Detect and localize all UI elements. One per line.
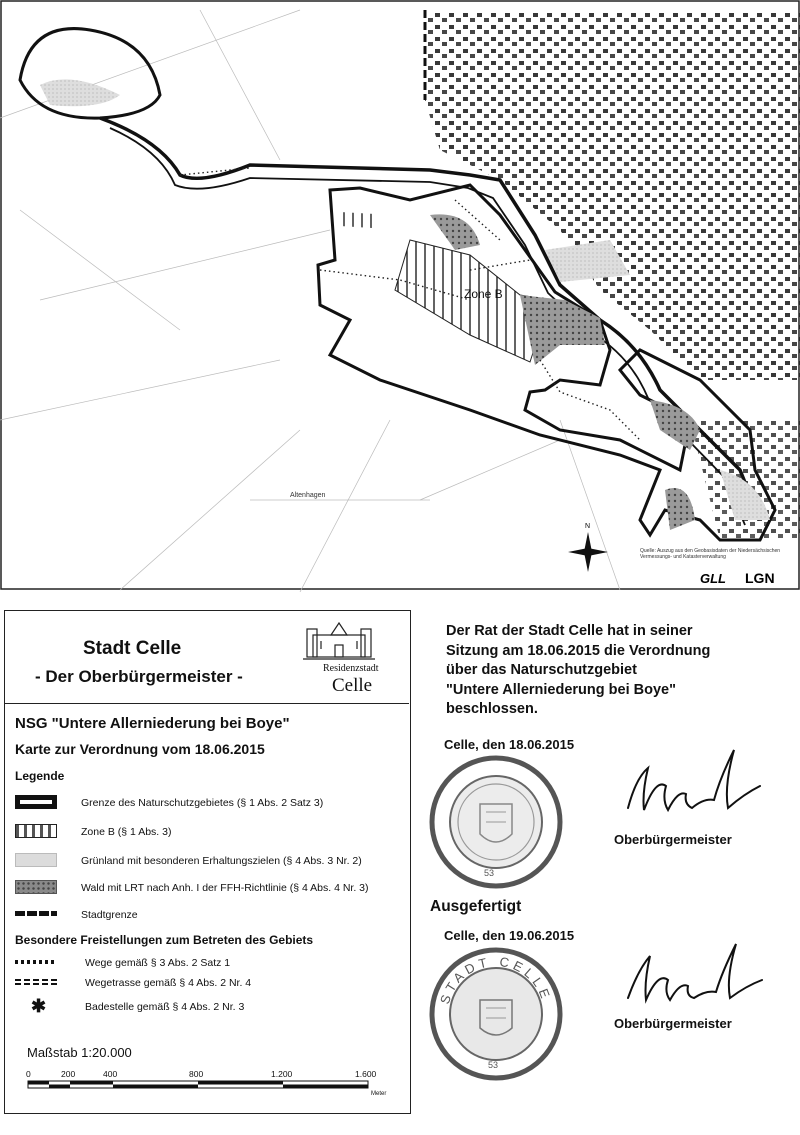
- freistellungen-heading: Besondere Freistellungen zum Betreten des Gebiets: [15, 933, 314, 947]
- zone-b-label: Zone B: [464, 287, 503, 301]
- legend-label: Wald mit LRT nach Anh. I der FFH-Richtlinie (§ 4 Abs. 4 Nr. 3): [81, 882, 369, 894]
- logo-city: Celle: [332, 675, 373, 696]
- legend-label: Wege gemäß § 3 Abs. 2 Satz 1: [85, 957, 231, 969]
- legend-label: Stadtgrenze: [81, 909, 138, 921]
- office-title: - Der Oberbürgermeister -: [35, 667, 243, 686]
- panel-header: [5, 611, 409, 704]
- legend-panel: [4, 610, 411, 1114]
- wald-symbol: [15, 880, 57, 894]
- scale-bar: [23, 1069, 393, 1101]
- scale-tick-0: 0: [26, 1069, 31, 1079]
- scale-tick-1200: 1.200: [271, 1069, 293, 1079]
- legend-label: Grünland mit besonderen Erhaltungszielen (§ 4 Abs. 3 Nr. 2): [81, 855, 362, 867]
- legend-label: Wegetrasse gemäß § 4 Abs. 2 Nr. 4: [85, 977, 252, 989]
- city-title: Stadt Celle: [83, 638, 182, 659]
- scale-unit: Meter: [371, 1091, 387, 1097]
- official-seal-1: [426, 752, 566, 892]
- castle-logo-icon: [301, 621, 377, 663]
- resolution-line: beschlossen.: [446, 701, 538, 717]
- place-label: Altenhagen: [290, 492, 326, 499]
- boundary-symbol: [15, 795, 57, 809]
- signature-1: [622, 738, 782, 828]
- scale-tick-800: 800: [189, 1069, 204, 1079]
- place-date-2: Celle, den 19.06.2015: [444, 928, 575, 943]
- wegetrasse-symbol: [15, 979, 57, 985]
- ausgefertigt-label: Ausgefertigt: [430, 898, 522, 915]
- badestelle-icon: ✱: [31, 996, 47, 1016]
- legend-heading: Legende: [15, 769, 65, 783]
- scale-tick-1600: 1.600: [355, 1069, 377, 1079]
- gruenland-3: [340, 212, 375, 228]
- resolution-line: Sitzung am 18.06.2015 die Verordnung: [446, 642, 711, 659]
- north-label: N: [585, 523, 591, 530]
- signer-title-1: Oberbürgermeister: [614, 832, 732, 847]
- legend-label: Zone B (§ 1 Abs. 3): [81, 826, 172, 838]
- scale-tick-400: 400: [103, 1069, 118, 1079]
- map-subtitle: Karte zur Verordnung vom 18.06.2015: [15, 741, 265, 757]
- seal-number: 53: [484, 868, 495, 878]
- logo-subtitle: Residenzstadt: [323, 663, 379, 674]
- seal-number: 53: [488, 1060, 499, 1070]
- official-seal-2: [426, 944, 566, 1084]
- wege-symbol: [15, 960, 57, 964]
- resolution-line: Der Rat der Stadt Celle hat in seiner: [446, 623, 693, 639]
- nsg-title: NSG "Untere Allerniederung bei Boye": [15, 715, 290, 732]
- signer-title-2: Oberbürgermeister: [614, 1016, 732, 1031]
- resolution-line: "Untere Allerniederung bei Boye": [446, 681, 676, 698]
- resolution-text: [446, 622, 776, 720]
- place-date-1: Celle, den 18.06.2015: [444, 737, 575, 752]
- seal-text: STADT CELLE: [437, 953, 555, 1006]
- gll-logo: GLL: [700, 571, 726, 586]
- scale-tick-200: 200: [61, 1069, 76, 1079]
- signature-2: [620, 936, 780, 1016]
- legend-label: Badestelle gemäß § 4 Abs. 2 Nr. 3: [85, 1001, 245, 1013]
- stadtgrenze-symbol: [15, 911, 57, 916]
- map-copyright: Quelle: Auszug aus den Geobasisdaten der Niedersächsischen Vermessungs- und Katasterverwaltung: [640, 548, 781, 560]
- resolution-line: über das Naturschutzgebiet: [446, 662, 637, 678]
- scale-label: Maßstab 1:20.000: [27, 1045, 132, 1060]
- zone-b-symbol: [15, 824, 57, 838]
- lgn-logo: LGN: [745, 570, 775, 586]
- gruenland-symbol: [15, 853, 57, 867]
- legend-label: Grenze des Naturschutzgebietes (§ 1 Abs. 2 Satz 3): [81, 797, 324, 809]
